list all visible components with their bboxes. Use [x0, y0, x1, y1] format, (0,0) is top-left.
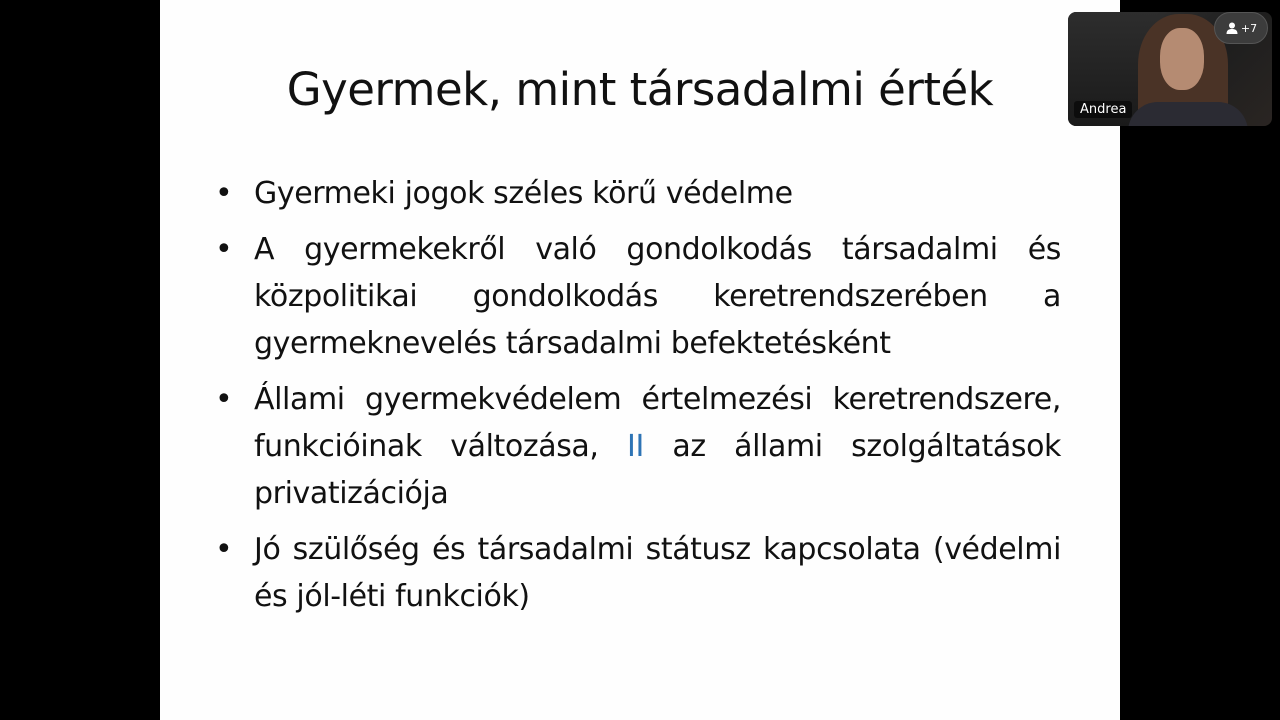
bullet-text-before: Állami gyermekvédelem értelmezési keretrendszere, funkcióinak változása,	[254, 382, 1061, 464]
bullet-item	[215, 526, 1061, 620]
bullet-item	[215, 376, 1061, 517]
bullet-text: A gyermekekről való gondolkodás társadalmi és közpolitikai gondolkodás keretrendszerében a gyermeknevelés társadalmi befektetésként	[254, 232, 1061, 361]
participants-count: +7	[1240, 21, 1258, 35]
bullet-text: Gyermeki jogok széles körű védelme	[254, 176, 793, 211]
participant-name-label: Andrea	[1074, 101, 1132, 118]
bullet-text-after: az állami szolgáltatások privatizációja	[254, 429, 1062, 511]
bullet-dot: •	[215, 232, 233, 267]
bullet-accent-text: II	[627, 429, 644, 464]
person-icon	[1225, 21, 1239, 35]
slide-title: Gyermek, mint társadalmi érték	[286, 63, 994, 116]
participant-face	[1160, 28, 1204, 90]
participant-shirt	[1128, 102, 1248, 126]
bullet-list	[215, 170, 1061, 629]
participants-count-button[interactable]	[1214, 12, 1268, 44]
bullet-text: Jó szülőség és társadalmi státusz kapcsolata (védelmi és jól-léti funkciók)	[254, 532, 1061, 614]
bullet-item	[215, 226, 1061, 367]
shared-slide	[160, 0, 1120, 720]
bullet-dot: •	[215, 532, 233, 567]
bullet-dot: •	[215, 176, 233, 211]
bullet-dot: •	[215, 382, 233, 417]
bullet-item	[215, 170, 1061, 217]
